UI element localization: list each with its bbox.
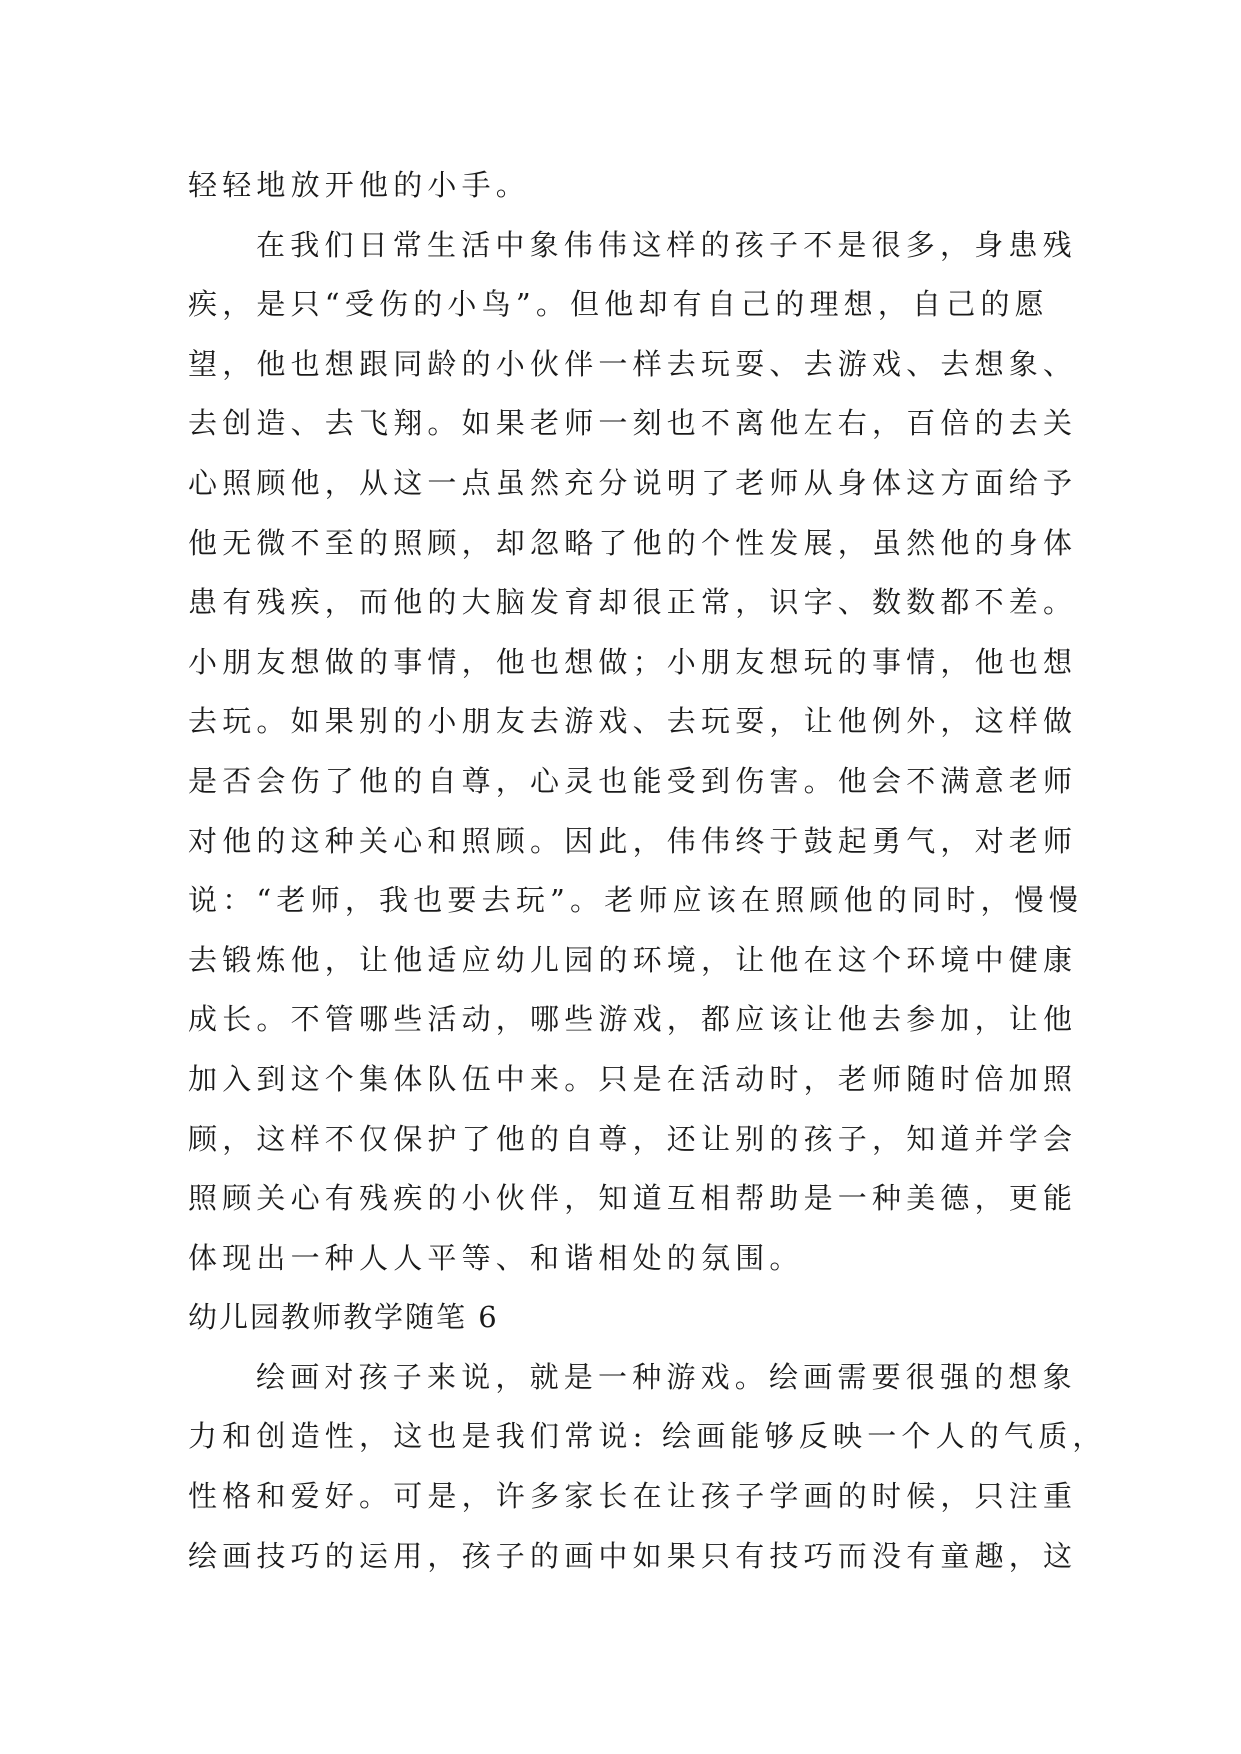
text-line: 性格和爱好。可是，许多家长在让孩子学画的时候，只注重 xyxy=(188,1479,1078,1514)
text-line: 力和创造性，这也是我们常说: 绘画能够反映一个人的气质， xyxy=(188,1419,1107,1454)
document-body xyxy=(188,156,1107,1586)
text-line: 绘画对孩子来说，就是一种游戏。绘画需要很强的想象 xyxy=(256,1359,1077,1394)
text-line: 心照顾他，从这一点虽然充分说明了老师从身体这方面给予 xyxy=(188,465,1078,500)
text-line: 他无微不至的照顾，却忽略了他的个性发展，虽然他的身体 xyxy=(188,525,1078,560)
text-line: 望，他也想跟同龄的小伙伴一样去玩耍、去游戏、去想象、 xyxy=(188,346,1078,381)
text-line: 体现出一种人人平等、和谐相处的氛围。 xyxy=(188,1240,804,1275)
text-line: 照顾关心有残疾的小伙伴，知道互相帮助是一种美德，更能 xyxy=(188,1181,1078,1216)
text-line: 顾，这样不仅保护了他的自尊，还让别的孩子，知道并学会 xyxy=(188,1121,1078,1156)
text-line: 是否会伤了他的自尊，心灵也能受到伤害。他会不满意老师 xyxy=(188,763,1078,798)
text-line: 绘画技巧的运用，孩子的画中如果只有技巧而没有童趣，这 xyxy=(188,1538,1078,1573)
text-line: 说：“老师，我也要去玩”。老师应该在照顾他的同时，慢慢 xyxy=(188,883,1084,918)
text-line: 小朋友想做的事情，他也想做；小朋友想玩的事情，他也想 xyxy=(188,644,1078,679)
text-line: 去玩。如果别的小朋友去游戏、去玩耍，让他例外，这样做 xyxy=(188,704,1078,739)
section-heading: 幼儿园教师教学随笔 6 xyxy=(188,1300,499,1335)
text-line: 去创造、去飞翔。如果老师一刻也不离他左右，百倍的去关 xyxy=(188,406,1078,441)
text-line: 加入到这个集体队伍中来。只是在活动时，老师随时倍加照 xyxy=(188,1061,1078,1096)
paragraph-main xyxy=(188,216,1084,1289)
text-line: 患有残疾，而他的大脑发育却很正常，识字、数数都不差。 xyxy=(188,585,1078,620)
text-line: 在我们日常生活中象伟伟这样的孩子不是很多，身患残 xyxy=(256,227,1077,262)
text-line: 对他的这种关心和照顾。因此，伟伟终于鼓起勇气，对老师 xyxy=(188,823,1078,858)
text-line: 成长。不管哪些活动，哪些游戏，都应该让他去参加，让他 xyxy=(188,1002,1078,1037)
text-line: 轻轻地放开他的小手。 xyxy=(188,168,531,202)
text-line: 去锻炼他，让他适应幼儿园的环境，让他在这个环境中健康 xyxy=(188,942,1078,977)
text-line: 疾，是只“受伤的小鸟”。但他却有自己的理想，自己的愿 xyxy=(188,287,1049,322)
paragraph-section6 xyxy=(188,1348,1107,1586)
paragraph-continued xyxy=(188,156,1058,216)
